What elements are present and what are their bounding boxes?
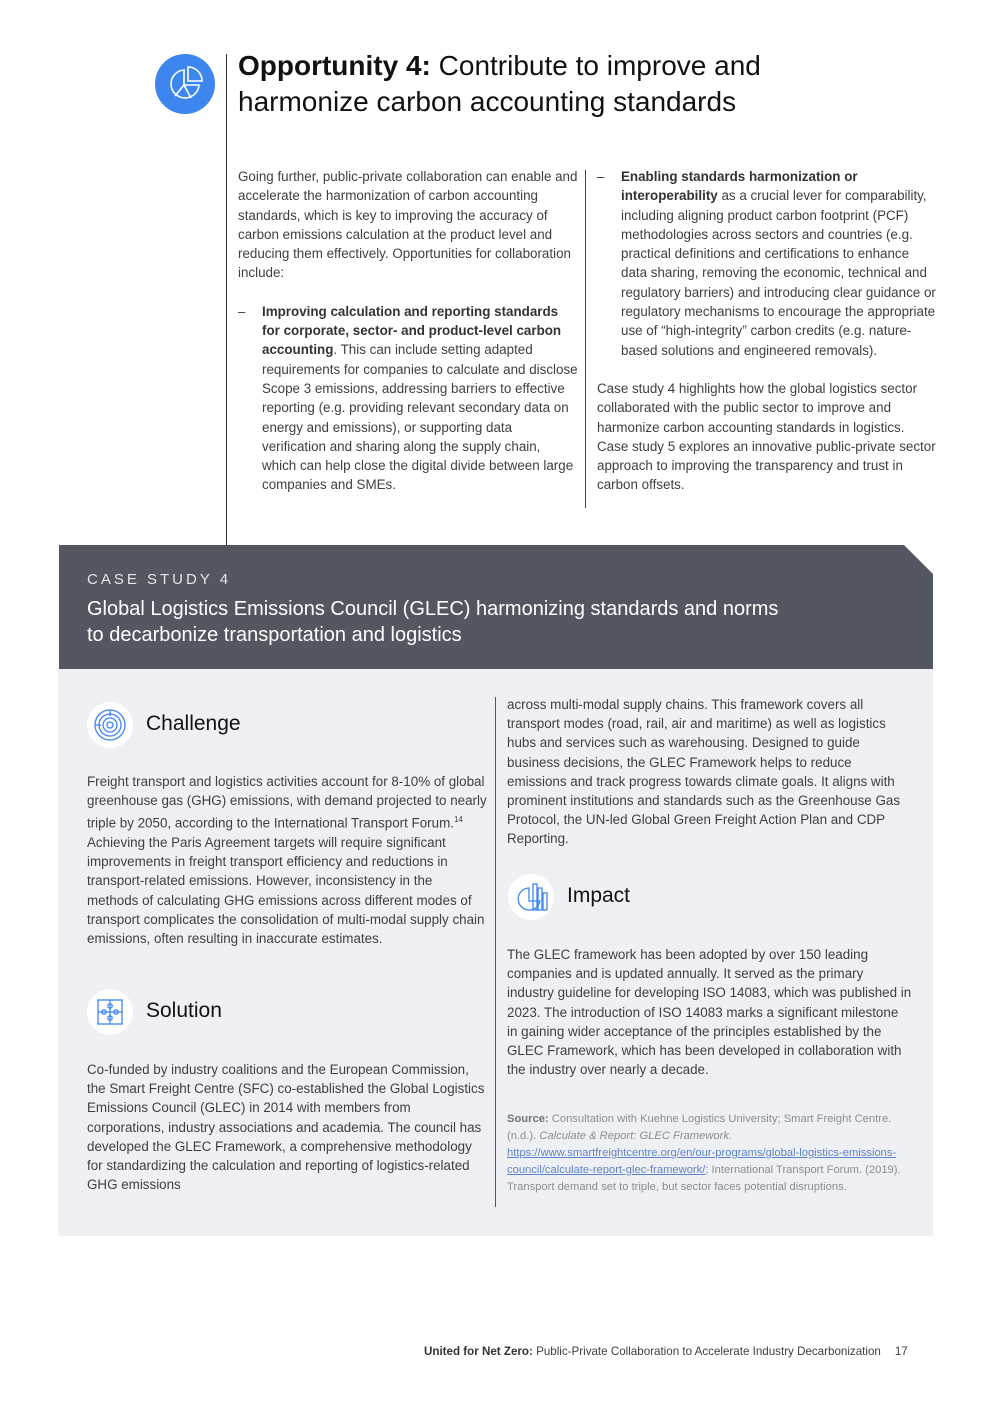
source-text-b: ; International Transport Forum. (2019). Transport demand set to triple, but sector faces potential disruptions. bbox=[507, 1163, 901, 1193]
intro-paragraph: Going further, public-private collaboration can enable and accelerate the harmonization of carbon accounting standards, which is key to improving the accuracy of carbon emissions calculation at the product level and reducing them effectively. Opportunities for collaboration include: bbox=[238, 169, 578, 281]
challenge-text bbox=[87, 772, 487, 948]
bullet-dash: – bbox=[238, 303, 246, 319]
case-study-label: CASE STUDY 4 bbox=[87, 571, 232, 588]
page-number: 17 bbox=[894, 1345, 908, 1358]
impact-text bbox=[507, 945, 912, 1079]
bullet-1-bold: Improving calculation and reporting standards for corporate, sector- and product-level carbon accounting bbox=[262, 303, 562, 358]
solution-continued-paragraph: across multi-modal supply chains. This framework covers all transport modes (road, rail, air and maritime) as well as logistics hubs and services such as warehousing. Designed to guide business decisions, the GLEC Framework helps to reduce emissions and track progress towards climate goals. It aligns with prominent institutions and standards such as the Greenhouse Gas Protocol, the UN-led Global Green Freight Action Plan and CDP Reporting. bbox=[507, 697, 901, 847]
bullet-dash: – bbox=[597, 169, 605, 184]
source-note bbox=[507, 1111, 907, 1196]
footer-report-subtitle: Public-Private Collaboration to Accelerate Industry Decarbonization bbox=[532, 1345, 881, 1358]
opportunity-label: Opportunity 4: bbox=[238, 50, 431, 81]
page-title bbox=[238, 48, 898, 120]
challenge-icon-badge bbox=[87, 702, 133, 748]
impact-heading: Impact bbox=[567, 884, 631, 907]
footnote-marker: 14 bbox=[453, 815, 463, 825]
challenge-text-a: Freight transport and logistics activities account for 8-10% of global greenhouse gas (GHG) emissions, with demand projected to nearly triple by 2050, according to the International Transport Forum. bbox=[87, 774, 487, 831]
solution-text bbox=[87, 1060, 487, 1194]
source-italic: Calculate & Report: GLEC Framework. bbox=[539, 1129, 733, 1142]
target-icon bbox=[87, 702, 133, 748]
intro-left-column bbox=[238, 167, 578, 495]
column-divider bbox=[585, 170, 586, 508]
challenge-text-b: Achieving the Paris Agreement targets will require significant improvements in freight transport efficiency and reductions in transport-related emissions. However, inconsistency in the methods of calculating GHG emissions across different modes of transport complicates the consolidation of multi-modal supply chain emissions, often resulting in inaccurate estimates. bbox=[87, 835, 485, 947]
impact-icon-badge bbox=[508, 874, 554, 920]
source-link[interactable]: https://www.smartfreightcentre.org/en/our-programs/global-logistics-emissions-council/calculate-report-glec-framework/ bbox=[507, 1146, 897, 1176]
bullet-standards-harmonization bbox=[597, 167, 937, 360]
header-divider bbox=[226, 54, 227, 545]
intro-right-column bbox=[597, 167, 937, 495]
opportunity-title: Contribute to improve and harmonize carbon accounting standards bbox=[238, 50, 761, 117]
source-text-a: Consultation with Kuehne Logistics University; Smart Freight Centre. (n.d.). bbox=[507, 1113, 892, 1142]
impact-paragraph: The GLEC framework has been adopted by over 150 leading companies and is updated annually. It served as the primary industry guideline for developing ISO 14083, which was published in 2023. The introduction of ISO 14083 marks a significant milestone in gaining wider acceptance of the principles established by the GLEC Framework, which has been developed in collaboration with the industry over nearly a decade. bbox=[507, 947, 912, 1078]
panel-column-divider bbox=[495, 697, 496, 1207]
solution-continued bbox=[507, 695, 912, 849]
bullet-calculation-standards bbox=[238, 302, 578, 495]
solution-paragraph: Co-funded by industry coalitions and the European Commission, the Smart Freight Centre (SFC) co-established the Global Logistics Emissions Council (GLEC) in 2014 with members from corporations, industry associations and academia. The council has developed the GLEC Framework, a comprehensive methodology for standardizing the calculation and reporting of logistics-related GHG emissions bbox=[87, 1062, 485, 1193]
case-study-title: Global Logistics Emissions Council (GLEC) harmonizing standards and norms to decarbonize transportation and logistics bbox=[87, 598, 779, 646]
bar-chart-icon bbox=[508, 874, 554, 920]
solution-icon-badge bbox=[87, 989, 133, 1035]
bullet-2-text: as a crucial lever for comparability, including aligning product carbon footprint (PCF) methodologies across sectors and countries (e.g. practical definitions and certifications to enhance data sharing, removing the economic, technical and regulatory barriers) and introducing clear guidance or regulatory mechanisms to encourage the appropriate use of “high-integrity” carbon credits (e.g. nature-based solutions and engineered removals). bbox=[621, 188, 936, 358]
solution-heading: Solution bbox=[146, 999, 222, 1022]
bullet-2-bold: Enabling standards harmonization or interoperability bbox=[621, 169, 858, 204]
opportunity-icon-badge bbox=[155, 54, 215, 114]
puzzle-icon bbox=[87, 989, 133, 1035]
source-label: Source: bbox=[507, 1113, 549, 1125]
pie-chart-icon bbox=[155, 54, 215, 114]
challenge-heading: Challenge bbox=[146, 712, 241, 735]
footer-report-title: United for Net Zero: bbox=[424, 1345, 533, 1358]
page-footer bbox=[424, 1345, 908, 1358]
closing-paragraph: Case study 4 highlights how the global logistics sector collaborated with the public sector to improve and harmonize carbon accounting standards in logistics. Case study 5 explores an innovative public-private sector approach to improving the transparency and trust in carbon offsets. bbox=[597, 380, 936, 493]
bullet-1-text: . This can include setting adapted requirements for companies to calculate and disclose Scope 3 emissions, addressing barriers to effective reporting (e.g. providing relevant secondary data on energy and emissions), or supporting data verification and sharing along the supply chain, which can help close the digital divide between large companies and SMEs. bbox=[262, 342, 578, 493]
